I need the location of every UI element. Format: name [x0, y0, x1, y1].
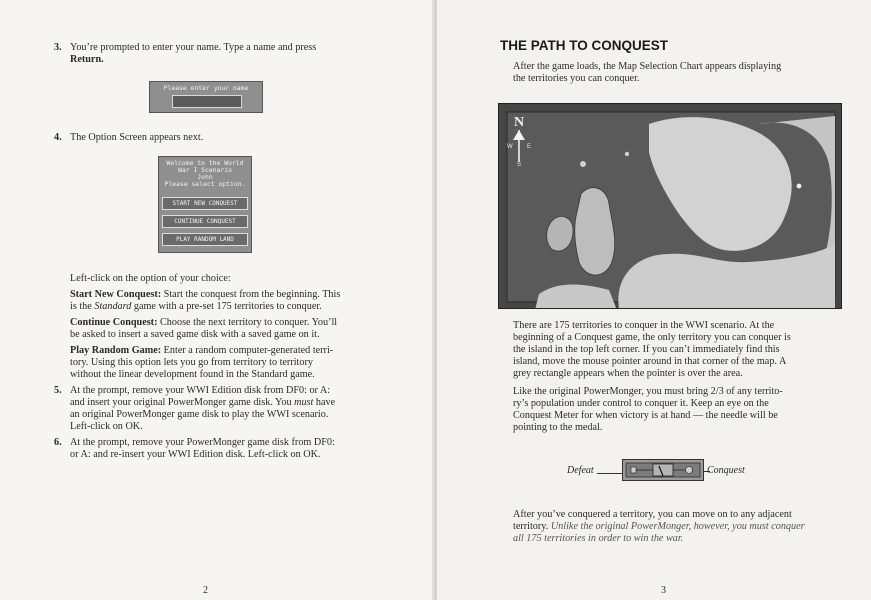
- island: [797, 184, 802, 189]
- start-new-conquest-button[interactable]: START NEW CONQUEST: [162, 197, 248, 210]
- compass-east: E: [527, 144, 532, 150]
- option-player-name: John: [197, 173, 213, 181]
- start-option-label: Start New Conquest:: [70, 289, 162, 300]
- play-random-land-button[interactable]: PLAY RANDOM LAND: [162, 233, 248, 246]
- continue-option-label: Continue Conquest:: [70, 317, 158, 328]
- para-2-line-4: pointing to the medal.: [513, 422, 603, 433]
- medal-icon: [686, 467, 693, 474]
- start-option-text-2a: is the: [70, 301, 95, 312]
- meter-conquest-label: Conquest: [707, 465, 745, 476]
- random-option-desc-line-2: tory. Using this option lets you go from territory to territory: [70, 357, 313, 368]
- random-option-text: Enter a random computer-generated terri-: [161, 345, 334, 356]
- conquest-meter: [622, 459, 704, 481]
- step-5-text-2a: and insert your original PowerMonger game disk. You: [70, 397, 295, 408]
- step-5-line-1: At the prompt, remove your WWI Edition disk from DF0: or A:: [70, 385, 331, 396]
- step-5-line-4: Left-click on OK.: [70, 421, 143, 432]
- option-scenario-line: War I Scenario: [178, 166, 232, 174]
- continue-option-text: Choose the next territory to conquer. You’ll: [157, 317, 338, 328]
- para-3-italic-3: all 175 territories in order to win the war.: [513, 533, 684, 544]
- option-welcome-line: Welcome to the World: [166, 159, 244, 167]
- skull-icon: [631, 467, 636, 473]
- map-graphic: [499, 104, 842, 309]
- random-option-desc-line-1: [70, 345, 333, 357]
- must-emphasis: must: [294, 397, 314, 408]
- para-3-text-2a: territory.: [513, 521, 551, 532]
- para-3-line-2: [513, 521, 805, 533]
- page-number-left: 2: [203, 585, 208, 596]
- para-2-line-2: ry’s population under control to conquer it. Keep an eye on the: [513, 398, 769, 409]
- page-number-right: 3: [661, 585, 666, 596]
- compass-west: W: [507, 144, 513, 150]
- step-6-line-1: At the prompt, remove your PowerMonger game disk from DF0:: [70, 437, 335, 448]
- para-1-line-3: the island in the top left corner. If you can’t immediately find this: [513, 344, 780, 355]
- para-1-line-2: beginning of a Conquest game, the only territory you can conquer is: [513, 332, 791, 343]
- section-heading: THE PATH TO CONQUEST: [500, 38, 669, 53]
- step-3-number: 3.: [54, 42, 62, 53]
- continue-conquest-button[interactable]: CONTINUE CONQUEST: [162, 215, 248, 228]
- defeat-pointer-line: [597, 473, 622, 474]
- intro-line-1: After the game loads, the Map Selection Chart appears displaying: [513, 61, 782, 72]
- step-4-number: 4.: [54, 132, 62, 143]
- para-2-line-3: Conquest Meter for when victory is at hand — the needle will be: [513, 410, 778, 421]
- island: [580, 161, 586, 167]
- option-screen: [158, 156, 252, 253]
- step-5-number: 5.: [54, 385, 62, 396]
- right-page: [437, 0, 871, 600]
- choice-intro: Left-click on the option of your choice:: [70, 273, 231, 284]
- continue-option-desc-line-2: be asked to insert a saved game disk with a saved game on it.: [70, 329, 320, 340]
- random-option-desc-line-3: without the linear development found in the Standard game.: [70, 369, 315, 380]
- meter-defeat-label: Defeat: [567, 465, 594, 476]
- para-3-line-3: [513, 533, 683, 545]
- para-2-line-1: Like the original PowerMonger, you must bring 2/3 of any territo-: [513, 386, 783, 397]
- step-4-text: The Option Screen appears next.: [70, 132, 204, 143]
- name-input[interactable]: [172, 95, 242, 108]
- step-5-line-2: [70, 397, 335, 409]
- step-5-text-2b: have: [313, 397, 336, 408]
- great-britain: [575, 188, 615, 275]
- option-select-line: Please select option.: [164, 180, 246, 188]
- para-1-line-1: There are 175 territories to conquer in the WWI scenario. At the: [513, 320, 775, 331]
- step-3-line-2: Return.: [70, 54, 104, 65]
- left-page: [0, 0, 434, 600]
- para-1-line-4: island, move the mouse pointer around in that corner of the map. A: [513, 356, 787, 367]
- random-option-label: Play Random Game:: [70, 345, 162, 356]
- name-entry-dialog: [149, 81, 263, 113]
- step-5-line-3: an original PowerMonger game disk to play the WWI scenario.: [70, 409, 329, 420]
- island: [625, 152, 629, 156]
- step-6-line-2: or A: and re-insert your WWI Edition disk. Left-click on OK.: [70, 449, 321, 460]
- meter-graphic: [623, 460, 703, 480]
- intro-line-2: the territories you can conquer.: [513, 73, 640, 84]
- start-option-text-2b: game with a pre-set 175 territories to conquer.: [131, 301, 322, 312]
- standard-emphasis: Standard: [94, 301, 132, 312]
- step-6-number: 6.: [54, 437, 62, 448]
- continue-option-desc-line-1: [70, 317, 337, 329]
- compass-north: N: [513, 115, 525, 130]
- name-prompt: Please enter your name: [163, 84, 249, 92]
- compass-south: S: [517, 162, 522, 168]
- para-3-line-1: After you’ve conquered a territory, you can move on to any adjacent: [513, 509, 792, 520]
- para-3-italic-2: Unlike the original PowerMonger, however, you must conquer: [550, 521, 805, 532]
- para-1-line-5: grey rectangle appears when the pointer is over the area.: [513, 368, 743, 379]
- start-option-desc-line-1: [70, 289, 340, 301]
- map-selection-chart[interactable]: [498, 103, 842, 309]
- start-option-text: Start the conquest from the beginning. This: [161, 289, 341, 300]
- step-3-line-1: You’re prompted to enter your name. Type a name and press: [70, 42, 317, 53]
- start-option-desc-line-2: [70, 301, 322, 313]
